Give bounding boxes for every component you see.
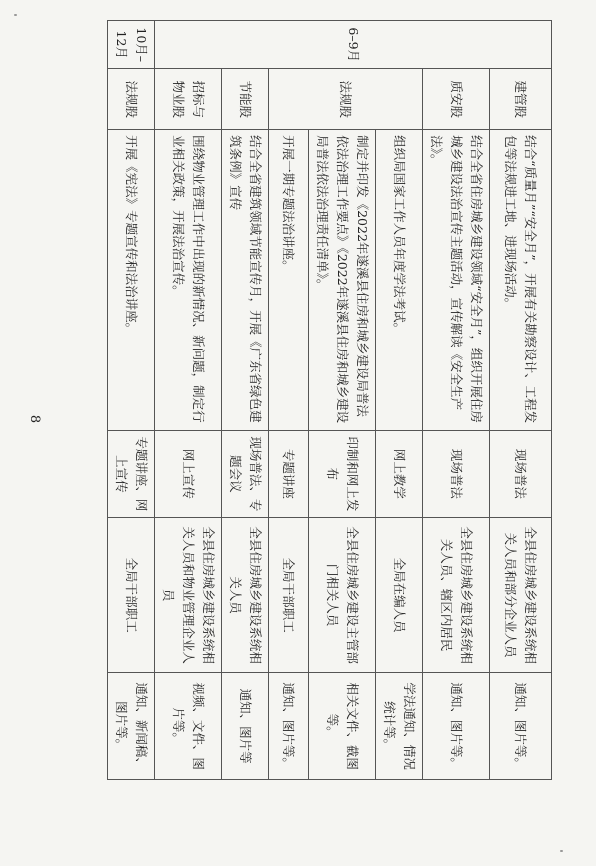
unit-cell: 法规股 xyxy=(269,69,423,130)
table-row xyxy=(309,21,376,780)
form-cell: 网上宣传 xyxy=(155,430,222,517)
page-number: 8 xyxy=(27,414,42,424)
content-cell: 围绕物业管理工作中出现的新情况、新问题，制定行业相关政策，开展法治宣传。 xyxy=(155,130,222,431)
form-cell: 网上教学 xyxy=(376,430,423,517)
form-cell: 专题讲座 xyxy=(269,430,309,517)
target-cell: 全县住房城乡建设系统相关人员 xyxy=(222,518,269,673)
table-row xyxy=(376,21,423,780)
target-cell: 全局干部职工 xyxy=(108,518,155,673)
target-cell: 全县住房城乡建设主管部门相关人员 xyxy=(309,518,376,673)
scan-speck xyxy=(560,850,563,852)
target-cell: 全局在编人员 xyxy=(376,518,423,673)
content-cell: 开展《宪法》专题宣传和法治讲座。 xyxy=(108,130,155,431)
form-cell: 专题讲座、网上宣传 xyxy=(108,430,155,517)
table-row xyxy=(108,21,155,780)
output-cell: 通知、图片等。 xyxy=(269,673,309,780)
target-cell: 全局干部职工 xyxy=(269,518,309,673)
scan-speck xyxy=(14,14,17,16)
form-cell: 现场普法 xyxy=(423,430,490,517)
content-cell: 结合全省住房城乡建设领域“安全月”，组织开展住房城乡建设法治宣传主题活动，宣传解读《安全生产法》。 xyxy=(423,130,490,431)
unit-cell: 质安股 xyxy=(423,69,490,130)
work-plan-table xyxy=(107,20,552,780)
target-cell: 全县住房城乡建设系统相关人员、辖区内居民 xyxy=(423,518,490,673)
unit-cell: 建管股 xyxy=(490,69,552,130)
output-cell: 学法通知、情况统计等。 xyxy=(376,673,423,780)
output-cell: 视频、文件、图片等。 xyxy=(155,673,222,780)
content-cell: 开展一期专题法治讲座。 xyxy=(269,130,309,431)
form-cell: 现场普法 xyxy=(490,430,552,517)
content-cell: 组织局国家工作人员年度学法考试。 xyxy=(376,130,423,431)
unit-cell: 招标与物业股 xyxy=(155,69,222,130)
unit-cell: 节能股 xyxy=(222,69,269,130)
table-row xyxy=(155,21,222,780)
output-cell: 通知、新闻稿、图片等。 xyxy=(108,673,155,780)
table-row xyxy=(222,21,269,780)
output-cell: 通知、图片等 xyxy=(222,673,269,780)
table-row xyxy=(423,21,490,780)
month-cell: 10月–12月 xyxy=(108,21,155,69)
table-row xyxy=(490,21,552,780)
month-cell: 6–9月 xyxy=(155,21,552,69)
content-cell: 制定并印发《2022年遂溪县住房和城乡建设局普法依法治理工作要点》《2022年遂溪县住房和城乡建设局普法依法治理责任清单》。 xyxy=(309,130,376,431)
content-cell: 结合“质量月”“安全月”，开展有关勘察设计、工程发包等法规进工地、进现场活动。 xyxy=(490,130,552,431)
target-cell: 全县住房城乡建设系统相关人员和物业管理企业人员 xyxy=(155,518,222,673)
table-row xyxy=(269,21,309,780)
target-cell: 全县住房城乡建设系统相关人员和部分企业人员 xyxy=(490,518,552,673)
output-cell: 通知、图片等。 xyxy=(423,673,490,780)
form-cell: 印制和网上发布 xyxy=(309,430,376,517)
content-cell: 结合全省建筑领域节能宣传月，开展《广东省绿色建筑条例》宣传 xyxy=(222,130,269,431)
output-cell: 通知、图片等。 xyxy=(490,673,552,780)
unit-cell: 法规股 xyxy=(108,69,155,130)
output-cell: 相关文件、截图等。 xyxy=(309,673,376,780)
form-cell: 现场普法、专题会议 xyxy=(222,430,269,517)
